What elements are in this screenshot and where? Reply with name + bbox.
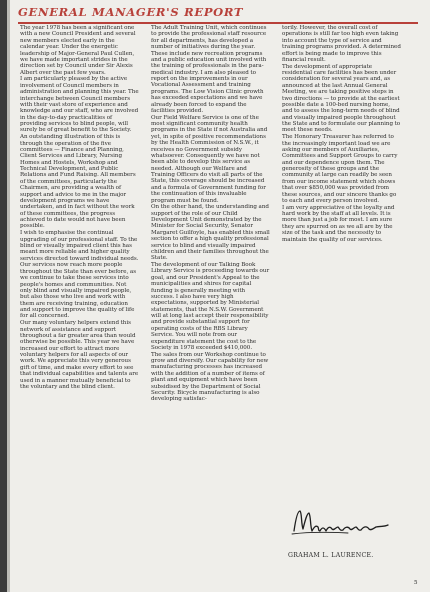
signatory-name: GRAHAM L. LAURENCE. [288, 552, 374, 559]
paragraph: Our services now reach more people throughout the State than ever before, as we continue to take these services into people's homes and communities. Not only blind and visually impaired people, but also those who live and work with them are receiving training, education and support to improve the quality of life for all concerned. [20, 262, 137, 320]
paragraph: torily. However, the overall cost of operations is still far too high even taking into account the type of service and training programs provided. A determined effort is being made to improve this financial result. [282, 25, 401, 63]
paragraph: Our many voluntary helpers extend this network of assistance and support throughout a far greater area than would otherwise be possible. This year we have increased our effort to attract more voluntary helpers for all aspects of our work. We appreciate this very generous gift of time, and make every effort to see that individual capabilities and talents are used in a manner mutually beneficial to the voluntary and the blind client. [20, 320, 139, 390]
paragraph: The development of our Talking Book Library Service is proceeding towards our goal, and our President's Appeal to the municipalities and shires for capital funding is generally meeting with success. I also have very high expectations, supported by Ministerial statements, that the N.S.W. Government will at long last accept their responsibility and provide substantial support for operating costs of the RBS Library Service. You will note from our expenditure statement the cost to the Society in 1978 exceeded $410,000. [151, 262, 270, 351]
paragraph: The Adult Training Unit, which continues to provide the professional staff resource for all departments, has developed a number of initiatives during the year. These include new recreation programs and a public education unit involved with the training of professionals in the para-medical industry. I am also pleased to report on the improvements in our Vocational Assessment and training programs. The Low Vision Clinic growth has exceeded expectations and we have already been forced to expand the facilities provided. [151, 25, 267, 114]
header [18, 4, 418, 24]
text-column-1 [20, 25, 139, 391]
paragraph: The development of appropriate residential care facilities has been under consideration for several years and, as announced at the last Annual General Meeting, we are taking positive steps in two directions — to provide at the earliest possible date a 100-bed nursing home, and to assess the long-term needs of blind and visually impaired people throughout the State and to formulate our planning to meet these needs. [282, 63, 401, 134]
binding-edge [0, 0, 7, 592]
text-column-3 [282, 25, 401, 243]
paragraph: The Honorary Treasurer has referred to the increasingly important load we are asking our members of Auxiliaries, Committees and Support Groups to carry and our dependence upon them. The generosity of these groups and the community at large can readily be seen from our income statement which shows that over $850,000 was provided from these sources, and our sincere thanks go to each and every person involved. [282, 134, 398, 204]
paragraph: The year 1978 has been a significant one with a new Council President and several new members elected early in the calendar year. Under the energetic leadership of Major-General Paul Cullen, we have made important strides in the direction set by Council under Sir Alexis Albert over the past few years. [20, 25, 136, 76]
paragraph: The sales from our Workshop continue to grow and diversify. Our capability for new manufacturing processes has increased with the addition of a number of items of plant and equipment which have been subsidised by the Department of Social Security. Bicycle manufacturing is also developing satisfac- [151, 351, 269, 403]
paragraph: I am particularly pleased by the active involvement of Council members in administration and planning this year. The interchange between Council members with their vast store of experience and knowledge and our staff, who are involved in the day-to-day practicalities of providing services to blind people, will surely be of great benefit to the Society. [20, 76, 139, 134]
text-column-2 [151, 25, 270, 403]
binding-shadow [7, 0, 10, 592]
page-number: 5 [414, 580, 418, 586]
paragraph: On the other hand, the understanding and support of the role of our Child Development Unit demonstrated by the Minister for Social Security, Senator Margaret Guilfoyle, has enabled this small section to offer a high quality professional service to blind and visually impaired children and their families throughout the State. [151, 204, 270, 262]
handwritten-signature [288, 501, 392, 543]
paragraph: I wish to emphasise the continual upgrading of our professional staff. To the blind or visually impaired client this has meant more reliable and higher quality services directed toward individual needs. [20, 230, 139, 262]
paragraph: Our Field Welfare Service is one of the most significant community health programs in the State if not Australia and yet, in spite of positive recommendations by the Health Commission of N.S.W., it receives no Government subsidy whatsoever. Consequently we have not been able to develop this service as needed. Although our Welfare and Training Officers do visit all parts of the State, this coverage should be increased and a formula of Government funding for the continuation of this invaluable program must be found. [151, 114, 268, 204]
paragraph: I am very appreciative of the loyalty and hard work by the staff at all levels. It is more than just a job for most. I am sure they are spurred on as we all are by the size of the task and the necessity to maintain the quality of our services. [282, 204, 395, 243]
page-title: GENERAL MANAGER'S REPORT [18, 5, 244, 19]
title-rule [18, 22, 418, 24]
paragraph: An outstanding illustration of this is through the operation of the five committees — Finance and Planning, Client Services and Library, Nursing Homes and Hostels, Workshop and Technical Development, and Public Relations and Fund Raising. All members of the committees, particularly the Chairmen, are providing a wealth of support and advice to me in the major development programs we have undertaken, and in fact without the work of these committees, the progress achieved to date would not have been possible. [20, 134, 136, 230]
